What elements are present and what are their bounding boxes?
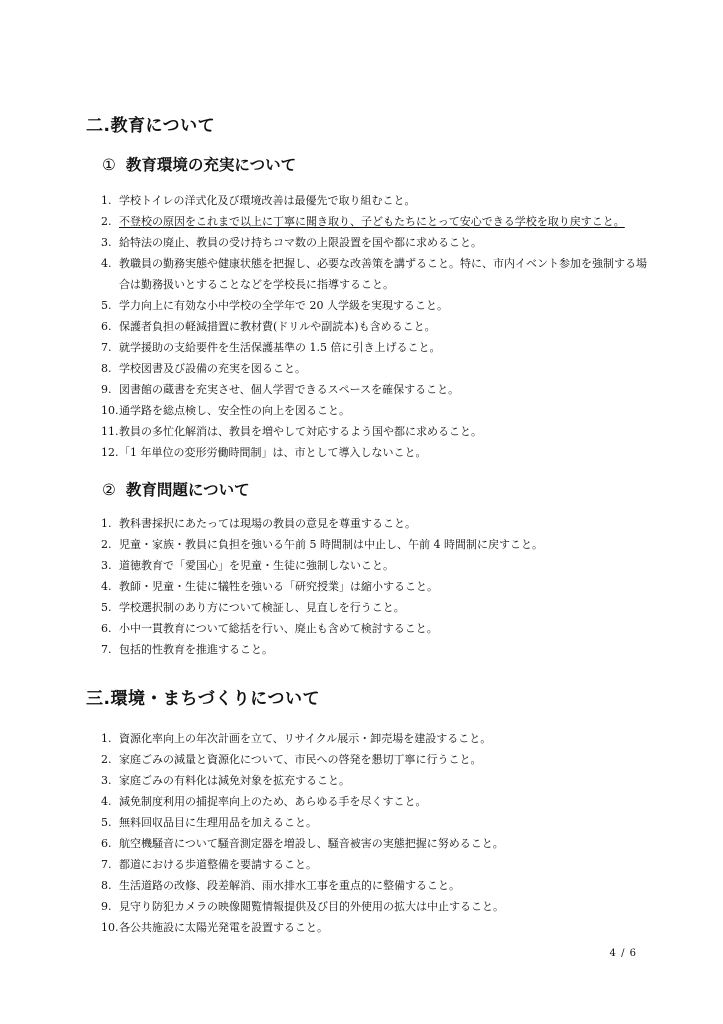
subsection-title: 教育環境の充実について: [125, 156, 297, 174]
list-item: 2. 児童・家族・教員に負担を強いる午前 5 時間制は中止し、午前 4 時間制に戻すこと。: [101, 538, 543, 551]
circled-number-2: ②: [102, 481, 116, 499]
list-item: 8. 学校図書及び設備の充実を図ること。: [101, 362, 306, 375]
list-item: 5. 無料回収品目に生理用品を加えること。: [101, 816, 317, 829]
list-item: 9. 図書館の蔵書を充実させ、個人学習できるスペースを確保すること。: [101, 383, 460, 396]
list-item: 4. 教職員の勤務実態や健康状態を把握し、必要な改善策を講ずること。特に、市内イベント参加を強制する場合は勤務扱いとすることなどを学校長に指導すること。: [101, 257, 647, 291]
section-heading-environment-town: 三.環境・まちづくりについて: [86, 689, 320, 709]
page-number: 4 / 6: [609, 948, 637, 959]
subsection-heading-issues: [102, 478, 250, 500]
list-item: 11. 教員の多忙化解消は、教員を増やして対応するよう国や都に求めること。: [101, 425, 482, 438]
list-item: 7. 都道における歩道整備を要請すること。: [101, 858, 317, 871]
list-item: 3. 道徳教育で「愛国心」を児童・生徒に強制しないこと。: [101, 559, 394, 572]
list-item: 1. 資源化率向上の年次計画を立て、リサイクル展示・卸売場を建設すること。: [101, 732, 492, 745]
list-item: 3. 家庭ごみの有料化は減免対象を拡充すること。: [101, 774, 350, 787]
list-item: 4. 教師・児童・生徒に犠牲を強いる「研究授業」は縮小すること。: [101, 580, 438, 593]
list-item: 6. 航空機騒音について騒音測定器を増設し、騒音被害の実態把握に努めること。: [101, 837, 504, 850]
list-item: 1. 教科書採択にあたっては現場の教員の意見を尊重すること。: [101, 517, 416, 530]
list-item: 6. 小中一貫教育について総括を行い、廃止も含めて検討すること。: [101, 622, 438, 635]
underlined-text: 不登校の原因をこれまで以上に丁寧に聞き取り、子どもたちにとって安心できる学校を取り戻すこと。: [119, 215, 625, 228]
list-item: 2. 不登校の原因をこれまで以上に丁寧に聞き取り、子どもたちにとって安心できる学校を取り戻すこと。: [101, 211, 649, 232]
list-item: 5. 学校選択制のあり方について検証し、見直しを行うこと。: [101, 601, 405, 614]
list-item: 10. 各公共施設に太陽光発電を設置すること。: [101, 921, 328, 934]
list-item: 9. 見守り防犯カメラの映像閲覧情報提供及び目的外使用の拡大は中止すること。: [101, 900, 504, 913]
list-item: 12. 「1 年単位の変形労働時間制」は、市として導入しないこと。: [101, 446, 427, 459]
list-item: 8. 生活道路の改修、段差解消、雨水排水工事を重点的に整備すること。: [101, 879, 460, 892]
section-heading-education: 二.教育について: [86, 116, 216, 136]
list-item: 7. 包括的性教育を推進すること。: [101, 643, 273, 656]
list-item: 5. 学力向上に有効な小中学校の全学年で 20 人学級を実現すること。: [101, 299, 448, 312]
list-item: 2. 家庭ごみの減量と資源化について、市民への啓発を懇切丁寧に行うこと。: [101, 753, 482, 766]
list-item: 7. 就学援助の支給要件を生活保護基準の 1.5 倍に引き上げること。: [101, 341, 441, 354]
list-item: 1. 学校トイレの洋式化及び環境改善は最優先で取り組むこと。: [101, 194, 416, 207]
education-issues-list: [101, 513, 543, 660]
list-item: 10. 通学路を総点検し、安全性の向上を図ること。: [101, 404, 350, 417]
environment-town-list: [101, 728, 504, 938]
education-environment-list: [101, 190, 649, 463]
list-item: 4. 減免制度利用の捕捉率向上のため、あらゆる手を尽くすこと。: [101, 795, 427, 808]
subsection-title: 教育問題について: [125, 481, 250, 499]
subsection-heading-environment: [102, 153, 296, 175]
list-item: 3. 給特法の廃止、教員の受け持ちコマ数の上限設置を国や都に求めること。: [101, 236, 482, 249]
circled-number-1: ①: [102, 156, 116, 174]
list-item: 6. 保護者負担の軽減措置に教材費(ドリルや副読本)も含めること。: [101, 320, 436, 333]
